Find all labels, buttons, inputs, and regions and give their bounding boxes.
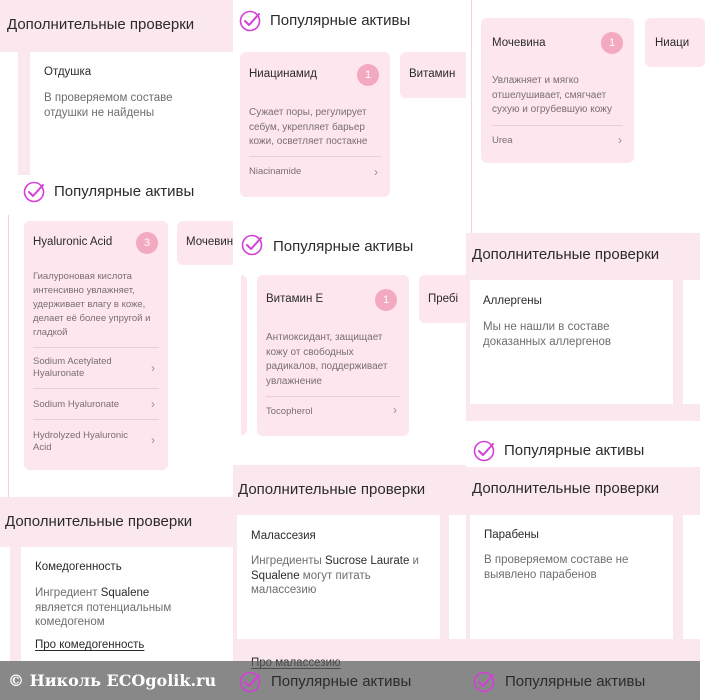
active-card-hyaluronic[interactable] (24, 221, 168, 470)
section-header: Популярные активы (273, 238, 414, 255)
chevron-right-icon: › (393, 403, 397, 417)
card-title: Комедогенность (35, 561, 122, 573)
comedogenic-card[interactable] (21, 547, 233, 661)
shot-extra-checks-comedogenic (0, 497, 233, 661)
comedogenic-link[interactable]: Про комедогенность (35, 639, 145, 651)
card-title: Малассезия (251, 530, 316, 542)
section-header: Популярные активы (271, 673, 412, 690)
card-description: Гиалуроновая кислота интенсивно увлажняет, удерживает влагу в коже, делает её более упругой и гладкой (33, 271, 151, 338)
card-title: Hyaluronic Acid (33, 236, 113, 248)
section-header: Популярные активы (54, 183, 195, 200)
count-badge: 1 (375, 289, 397, 311)
card-title: Ниацинамид (249, 68, 317, 80)
ingredient-item[interactable]: Niacinamide (249, 166, 302, 177)
divider (33, 388, 159, 389)
circle-check-icon (473, 671, 495, 693)
ingredient-item[interactable]: Sodium Hyaluronate (33, 399, 120, 410)
divider (266, 396, 400, 397)
divider (33, 419, 159, 420)
next-card-edge (683, 515, 700, 639)
shot-actives-vitamin-e (233, 228, 466, 465)
count-badge: 1 (601, 32, 623, 54)
divider (8, 215, 9, 497)
fragrance-card[interactable] (30, 52, 233, 175)
shot-extra-checks-allergens (466, 233, 700, 421)
card-title: Ниаци (655, 37, 690, 49)
watermark-text: © Николь ECOgolik.ru (8, 671, 217, 690)
chevron-right-icon: › (151, 397, 155, 411)
ingredient-highlight: Squalene (100, 587, 150, 599)
circle-check-icon (239, 671, 261, 693)
card-text: Ингредиенты Sucrose Laurate и Squalene могут питать малассезию (251, 555, 419, 596)
card-title: Отдушка (44, 66, 92, 78)
active-card-niacinamide[interactable] (240, 52, 390, 197)
chevron-right-icon: › (151, 361, 155, 375)
shot-actives-niacinamide (233, 0, 466, 228)
ingredient-item[interactable]: Tocopherol (266, 406, 313, 417)
card-description: Увлажняет и мягко отшелушивает, смягчает сухую и огрубевшую кожу (492, 75, 612, 115)
count-badge: 3 (136, 232, 158, 254)
circle-check-icon (23, 181, 45, 203)
section-header: Популярные активы (504, 442, 645, 459)
section-header: Дополнительные проверки (5, 513, 193, 530)
next-card-edge (449, 515, 466, 639)
card-title: Витамин (409, 68, 456, 80)
section-header: Популярные активы (270, 12, 411, 29)
section-header: Дополнительные проверки (238, 481, 426, 498)
section-header: Дополнительные проверки (7, 16, 195, 33)
section-header: Популярные активы (505, 673, 646, 690)
card-title: Аллергены (483, 295, 542, 307)
divider (471, 0, 472, 233)
parabens-card[interactable] (470, 515, 673, 639)
ingredient-item[interactable]: Sodium Acetylated Hyaluronate (33, 356, 112, 379)
card-title: Витамин Е (266, 293, 324, 305)
previous-card-edge (0, 52, 18, 175)
ingredient-highlight: Squalene (251, 569, 300, 582)
watermark-bar (0, 661, 700, 700)
section-header: Дополнительные проверки (472, 480, 660, 497)
card-title: Мочевин (186, 236, 234, 248)
card-description: Сужает поры, регулирует себум, укрепляет барьер кожи, осветляет постакне (249, 107, 368, 147)
chevron-right-icon: › (151, 433, 155, 447)
active-card-urea[interactable] (481, 18, 634, 163)
circle-check-icon (241, 234, 263, 256)
chevron-right-icon: › (374, 165, 378, 179)
ingredient-item[interactable]: Hydrolyzed Hyaluronic Acid (33, 430, 129, 453)
shot-actives-urea (466, 0, 700, 233)
circle-check-icon (239, 10, 261, 32)
card-title: Пребі (428, 293, 459, 305)
divider (33, 347, 159, 348)
next-active-card[interactable] (645, 18, 705, 67)
chevron-right-icon: › (618, 133, 622, 147)
card-text: В проверяемом составе не выявлено парабенов (484, 554, 629, 581)
divider (492, 125, 623, 126)
circle-check-icon (473, 440, 495, 462)
card-text: Ингредиент Squalene является потенциальным комедогеном (35, 587, 172, 628)
next-card-edge (683, 280, 700, 404)
malassezia-card[interactable] (237, 515, 440, 639)
previous-card-edge (241, 275, 247, 435)
divider (249, 156, 381, 157)
card-text: В проверяемом составе отдушки не найдены (44, 92, 173, 119)
card-text: Мы не нашли в составе доказанных аллергенов (483, 321, 612, 348)
count-badge: 1 (357, 64, 379, 86)
shot-extra-checks-fragrance (0, 0, 233, 175)
ingredient-highlight: Sucrose Laurate (324, 555, 410, 567)
card-description: Антиоксидант, защищает кожу от свободных радикалов, поддерживает увлажнение (266, 332, 388, 387)
section-header: Дополнительные проверки (472, 246, 660, 263)
card-title: Мочевина (492, 37, 546, 49)
shot-extra-checks-malassezia (233, 465, 466, 661)
active-card-vitamin-e[interactable] (257, 275, 409, 436)
allergens-card[interactable] (470, 280, 673, 404)
card-title: Парабены (484, 529, 539, 541)
shot-actives-hyaluronic (0, 175, 233, 497)
previous-card-edge (0, 547, 10, 661)
ingredient-item[interactable]: Urea (492, 135, 513, 146)
shot-extra-checks-parabens (466, 421, 700, 661)
